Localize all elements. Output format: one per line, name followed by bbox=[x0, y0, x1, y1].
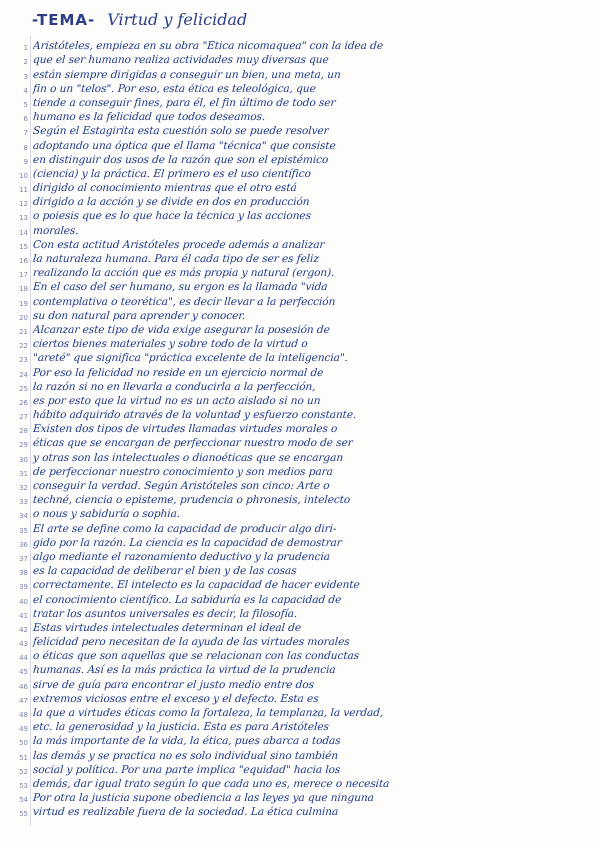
line-number: 7 bbox=[23, 129, 28, 138]
line-number: 34 bbox=[19, 512, 28, 521]
text-line bbox=[8, 322, 588, 336]
line-text: ciertos bienes materiales y sobre todo de la virtud o bbox=[32, 338, 309, 351]
line-text: Existen dos tipos de virtudes llamadas virtudes morales o bbox=[32, 423, 338, 436]
line-text: realizando la acción que es más propia y natural (ergon). bbox=[32, 267, 335, 280]
line-text: Alcanzar este tipo de vida exige asegurar la posesión de bbox=[32, 323, 331, 336]
page-heading bbox=[32, 10, 247, 40]
text-line bbox=[8, 208, 588, 222]
text-line bbox=[8, 762, 588, 776]
line-number: 2 bbox=[23, 58, 28, 67]
line-text: en distinguir dos usos de la razón que son el epistémico bbox=[32, 153, 329, 166]
line-text: conseguir la verdad. Según Aristóteles son cinco: Arte o bbox=[32, 480, 330, 492]
line-text: humano es la felicidad que todos deseamos. bbox=[32, 111, 266, 124]
line-text: Por otra la justicia supone obediencia a las leyes ya que ninguna bbox=[32, 792, 375, 805]
line-number: 47 bbox=[19, 696, 28, 705]
line-number: 35 bbox=[19, 526, 28, 535]
line-text: correctamente. El intelecto es la capacidad de hacer evidente bbox=[32, 579, 361, 592]
line-text: humanas. Así es la más práctica la virtud de la prudencia bbox=[32, 664, 336, 677]
text-line bbox=[8, 123, 588, 137]
line-text: su don natural para aprender y conocer. bbox=[32, 309, 246, 322]
line-number: 4 bbox=[23, 86, 28, 95]
line-number: 12 bbox=[19, 200, 28, 209]
text-line bbox=[8, 691, 588, 705]
line-text: la que a virtudes éticas como la fortaleza, la templanza, la verdad, bbox=[32, 707, 384, 719]
text-line bbox=[8, 577, 588, 591]
text-line bbox=[8, 109, 588, 123]
line-number: 37 bbox=[19, 554, 28, 563]
line-text: Con esta actitud Aristóteles procede además a analizar bbox=[32, 238, 325, 251]
text-line bbox=[8, 350, 588, 364]
line-text: o nous y sabiduría o sophia. bbox=[32, 508, 181, 521]
line-number: 40 bbox=[19, 597, 28, 606]
line-text: Según el Estagirita esta cuestión solo se puede resolver bbox=[32, 125, 329, 138]
line-text: dirigido al conocimiento mientras que el otro está bbox=[32, 182, 298, 195]
line-text: morales. bbox=[32, 224, 79, 237]
line-text: extremos viciosos entre el exceso y el defecto. Esta es bbox=[32, 692, 319, 705]
line-number: 5 bbox=[23, 100, 28, 109]
line-number: 51 bbox=[19, 753, 28, 762]
line-number: 26 bbox=[19, 398, 28, 407]
line-text: la naturaleza humana. Para él cada tipo de ser es feliz bbox=[32, 253, 320, 265]
text-line bbox=[8, 535, 588, 549]
line-number: 6 bbox=[23, 115, 28, 124]
line-number: 8 bbox=[23, 143, 28, 152]
line-number: 30 bbox=[19, 455, 28, 464]
line-text: sirve de guía para encontrar el justo medio entre dos bbox=[32, 678, 315, 691]
line-text: tiende a conseguir fines, para él, el fin último de todo ser bbox=[32, 96, 336, 109]
line-text: virtud es realizable fuera de la sociedad. La ética culmina bbox=[32, 806, 339, 819]
line-number: 15 bbox=[19, 242, 28, 251]
text-line bbox=[8, 435, 588, 449]
line-text: es la capacidad de deliberar el bien y de las cosas bbox=[32, 565, 297, 578]
text-line bbox=[8, 506, 588, 520]
line-text: hábito adquirido através de la voluntad y esfuerzo constante. bbox=[32, 409, 357, 422]
line-number: 10 bbox=[19, 171, 28, 180]
line-number: 46 bbox=[19, 682, 28, 691]
line-number: 9 bbox=[23, 157, 28, 166]
line-text: gido por la razón. La ciencia es la capacidad de demostrar bbox=[32, 536, 343, 549]
line-number: 18 bbox=[19, 285, 28, 294]
text-line bbox=[8, 180, 588, 194]
line-number: 22 bbox=[19, 342, 28, 351]
line-text: la razón si no en llevarla a conducirla a la perfección, bbox=[32, 380, 316, 393]
text-line bbox=[8, 606, 588, 620]
text-line bbox=[8, 449, 588, 463]
line-number: 50 bbox=[19, 739, 28, 748]
line-number: 41 bbox=[19, 611, 28, 620]
text-line bbox=[8, 776, 588, 790]
line-text: Estas virtudes intelectuales determinan el ideal de bbox=[32, 621, 302, 634]
line-text: techné, ciencia o episteme, prudencia o phronesis, intelecto bbox=[32, 494, 351, 507]
text-line bbox=[8, 563, 588, 577]
text-line bbox=[8, 265, 588, 279]
line-text: "areté" que significa "práctica excelente de la inteligencia". bbox=[32, 352, 349, 365]
text-line bbox=[8, 804, 588, 818]
text-line bbox=[8, 492, 588, 506]
line-text: las demás y se practica no es solo individual sino también bbox=[32, 749, 339, 762]
text-line bbox=[8, 81, 588, 95]
line-text: dirigido a la acción y se divide en dos en producción bbox=[32, 196, 310, 209]
text-line bbox=[8, 66, 588, 80]
line-number: 53 bbox=[19, 781, 28, 790]
line-number: 33 bbox=[19, 498, 28, 507]
line-number: 43 bbox=[19, 640, 28, 649]
line-number: 21 bbox=[19, 327, 28, 336]
line-number: 3 bbox=[23, 72, 28, 81]
text-line bbox=[8, 237, 588, 251]
line-text: la más importante de la vida, la ética, pues abarca a todas bbox=[32, 735, 341, 748]
text-line bbox=[8, 279, 588, 293]
line-number: 54 bbox=[19, 796, 28, 805]
line-number: 16 bbox=[19, 257, 28, 265]
text-line bbox=[8, 662, 588, 676]
line-number: 45 bbox=[19, 668, 28, 677]
text-line bbox=[8, 648, 588, 662]
line-text: que el ser humano realiza actividades muy diversas que bbox=[32, 54, 330, 67]
text-line bbox=[8, 520, 588, 534]
line-text: están siempre dirigidas a conseguir un bien, una meta, un bbox=[32, 68, 342, 81]
text-line bbox=[8, 549, 588, 563]
text-line bbox=[8, 336, 588, 350]
line-text: Por eso la felicidad no reside en un ejercicio normal de bbox=[32, 366, 324, 379]
line-text: social y política. Por una parte implica "equidad" hacia los bbox=[32, 763, 341, 776]
line-number: 24 bbox=[19, 370, 28, 379]
line-number: 55 bbox=[19, 810, 28, 819]
line-number: 11 bbox=[19, 186, 28, 195]
text-line bbox=[8, 634, 588, 648]
line-number: 42 bbox=[19, 625, 28, 634]
text-line bbox=[8, 747, 588, 761]
text-line bbox=[8, 137, 588, 151]
line-number: 19 bbox=[19, 299, 28, 308]
text-line bbox=[8, 379, 588, 393]
text-line bbox=[8, 719, 588, 733]
text-line bbox=[8, 38, 588, 52]
text-line bbox=[8, 251, 588, 265]
line-text: felicidad pero necesitan de la ayuda de las virtudes morales bbox=[32, 636, 350, 649]
line-text: tratar los asuntos universales es decir, la filosofía. bbox=[32, 607, 298, 620]
text-line bbox=[8, 478, 588, 492]
line-text: algo mediante el razonamiento deductivo y la prudencia bbox=[32, 550, 331, 563]
line-text: o éticas que son aquellas que se relacionan con las conductas bbox=[32, 650, 360, 663]
text-line bbox=[8, 222, 588, 236]
text-line bbox=[8, 52, 588, 66]
text-line bbox=[8, 407, 588, 421]
line-number: 48 bbox=[19, 711, 28, 719]
topic-title: Virtud y felicidad bbox=[107, 10, 248, 29]
line-number: 20 bbox=[19, 313, 28, 322]
line-text: El arte se define como la capacidad de producir algo diri- bbox=[32, 522, 337, 535]
line-text: En el caso del ser humano, su ergon es la llamada "vida bbox=[32, 281, 328, 294]
text-line bbox=[8, 308, 588, 322]
line-number: 27 bbox=[19, 413, 28, 422]
text-line bbox=[8, 705, 588, 719]
text-line bbox=[8, 464, 588, 478]
text-line bbox=[8, 733, 588, 747]
line-number: 25 bbox=[19, 384, 28, 393]
line-text: el conocimiento científico. La sabiduría es la capacidad de bbox=[32, 593, 342, 606]
line-text: es por esto que la virtud no es un acto aislado si no un bbox=[32, 394, 321, 407]
line-text: fin o un "telos". Por eso, esta ética es teleológica, que bbox=[32, 82, 317, 95]
line-number: 14 bbox=[19, 228, 28, 237]
line-text: etc. la generosidad y la justicia. Esta es para Aristóteles bbox=[32, 721, 330, 734]
text-line bbox=[8, 393, 588, 407]
line-text: Aristóteles, empieza en su obra "Ética nicomaquea" con la idea de bbox=[32, 40, 384, 53]
line-text: y otras son las intelectuales o dianoéticas que se encargan bbox=[32, 451, 344, 464]
text-line bbox=[8, 790, 588, 804]
text-line bbox=[8, 152, 588, 166]
text-line bbox=[8, 95, 588, 109]
handwritten-text bbox=[8, 38, 588, 818]
line-number: 39 bbox=[19, 583, 28, 592]
text-line bbox=[8, 293, 588, 307]
line-number: 36 bbox=[19, 540, 28, 549]
line-text: demás, dar igual trato según lo que cada uno es, merece o necesita bbox=[32, 777, 390, 790]
line-number: 28 bbox=[19, 427, 28, 436]
line-text: adoptando una óptica que el llama "técnica" que consiste bbox=[32, 139, 337, 152]
line-number: 44 bbox=[19, 654, 28, 663]
text-line bbox=[8, 166, 588, 180]
line-text: o poiesis que es lo que hace la técnica y las acciones bbox=[32, 210, 312, 223]
text-line bbox=[8, 620, 588, 634]
line-number: 1 bbox=[23, 44, 28, 53]
line-text: (ciencia) y la práctica. El primero es el uso científico bbox=[32, 167, 312, 180]
line-text: de perfeccionar nuestro conocimiento y son medios para bbox=[32, 465, 334, 478]
line-number: 13 bbox=[19, 214, 28, 223]
line-number: 29 bbox=[19, 441, 28, 450]
line-number: 52 bbox=[19, 767, 28, 776]
text-line bbox=[8, 194, 588, 208]
topic-label: -TEMA- bbox=[32, 11, 96, 29]
line-number: 32 bbox=[19, 484, 28, 492]
line-text: contemplativa o teorética", es decir llevar a la perfección bbox=[32, 295, 336, 308]
text-line bbox=[8, 591, 588, 605]
text-line bbox=[8, 676, 588, 690]
text-line bbox=[8, 364, 588, 378]
line-number: 49 bbox=[19, 725, 28, 734]
text-line bbox=[8, 421, 588, 435]
line-number: 23 bbox=[19, 356, 28, 365]
line-text: éticas que se encargan de perfeccionar nuestro modo de ser bbox=[32, 437, 354, 450]
line-number: 17 bbox=[19, 271, 28, 280]
line-number: 38 bbox=[19, 569, 28, 578]
line-number: 31 bbox=[19, 469, 28, 478]
